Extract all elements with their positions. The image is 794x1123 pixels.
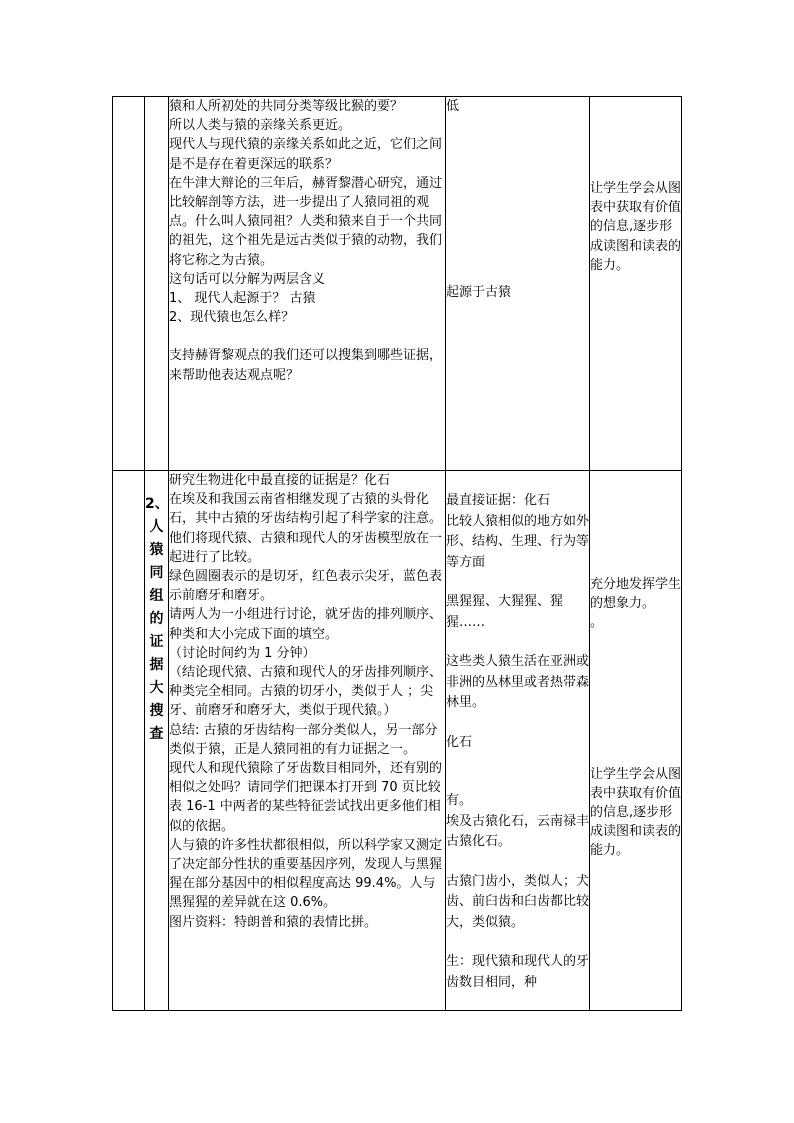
text-line: 在埃及和我国云南省相继发现了古猿的头骨化石，其中古猿的牙齿结构引起了科学家的注意。他们将现代猿、古猿和现代人的牙齿模型放在一起进行了比较。 [169, 492, 443, 565]
design-intent: 让学生学会从图表中获取有价值的信息,逐步形成读图和读表的能力。 [590, 181, 682, 273]
text-line: 在牛津大辩论的三年后，赫胥黎潜心研究，通过比较解剖等方法，进一步提出了人猿同祖的观点。什么叫人猿同祖？人类和猿来自于一个共同的祖先，这个祖先是远古类似于猿的动物，我们将它称之为古猿。 [169, 175, 443, 268]
section-title: 2、 人 猿 同 组 的 证 据 大 搜 查 [145, 496, 169, 742]
section-title-cell [145, 97, 169, 471]
text-line: 这句话可以分解为两层含义 [169, 271, 326, 287]
student-answer: 比较人猿相似的地方如外形、结构、生理、行为等等方面 [446, 513, 590, 570]
table-row [113, 471, 682, 1011]
student-answer: 低 [446, 99, 460, 114]
teacher-activity-cell [169, 97, 446, 471]
design-intent-cell [590, 97, 682, 471]
student-answer: 有。 [446, 793, 473, 808]
section-title-cell [145, 471, 169, 1011]
stage-cell [113, 97, 145, 471]
student-answer: 古猿门齿小，类似人；犬齿、前臼齿和臼齿都比较大，类似猿。 [446, 873, 590, 930]
text-line: 请两人为一小组进行讨论，就牙齿的排列顺序、种类和大小完成下面的填空。 [169, 607, 443, 642]
student-answer: 这些类人猿生活在亚洲或非洲的丛林里或者热带森林里。 [446, 654, 590, 710]
teacher-activity-cell [169, 471, 446, 1011]
stage-cell [113, 471, 145, 1011]
design-intent-cell [590, 471, 682, 1011]
student-answer: 最直接证据：化石 [446, 493, 551, 508]
text-line: 现代人和现代猿除了牙齿数目相同外，还有别的相似之处吗？请同学们把课本打开到 70 页比较表 16-1 中两者的某些特征尝试找出更多他们相似的依据。 [169, 761, 443, 834]
text-line: 1、 现代人起源于？ 古猿 [169, 291, 316, 307]
text-line: （结论现代猿、古猿和现代人的牙齿排列顺序、种类完全相同。古猿的切牙小，类似于人 ；尖牙、前磨牙和磨牙大，类似于现代猿。） [169, 665, 443, 719]
student-answer: 埃及古猿化石，云南禄丰古猿化石。 [446, 813, 590, 849]
student-activity-cell [446, 471, 590, 1011]
text-line: 现代人与现代猿的亲缘关系如此之近，它们之间是不是存在着更深远的联系？ [169, 137, 443, 172]
student-answer: 化石 [446, 734, 473, 750]
text-line: 2、现代猿也怎么样？ [169, 310, 295, 326]
text-line: 图片资料：特朗普和猿的表情比拼。 [169, 914, 378, 930]
table-row [113, 97, 682, 471]
blank-line [169, 327, 445, 346]
lesson-plan-table [112, 96, 682, 1011]
text-line: 总结: 古猿的牙齿结构一部分类似人，另一部分类似于猿，正是人猿同祖的有力证据之一。 [169, 722, 438, 757]
text-line: 猿和人所初处的共同分类等级比猴的要？ [169, 99, 404, 114]
text-line: 研究生物进化中最直接的证据是？化石 [169, 473, 391, 488]
text-line: 所以人类与猿的亲缘关系更近。 [169, 118, 352, 134]
student-answer: 起源于古猿 [446, 285, 512, 301]
text-line: 绿色圆圈表示的是切牙，红色表示尖牙，蓝色表示前磨牙和磨牙。 [169, 569, 443, 604]
student-answer: 黑猩猩、大猩猩、猩猩…… [446, 594, 564, 630]
student-answer: 生：现代猿和现代人的牙齿数目相同，种 [446, 954, 590, 990]
design-intent: 。 [590, 615, 604, 631]
design-intent: 让学生学会从图表中获取有价值的信息,逐步形成读图和读表的能力。 [590, 766, 682, 859]
text-line: （讨论时间约为 1 分钟） [169, 645, 316, 661]
text-line: 支持赫胥黎观点的我们还可以搜集到哪些证据，来帮助他表达观点呢？ [169, 348, 443, 383]
design-intent: 充分地发挥学生的想象力。 [590, 577, 682, 612]
student-activity-cell [446, 97, 590, 471]
text-line: 人与猿的许多性状都很相似，所以科学家又测定了决定部分性状的重要基因序列，发现人与黑猩猩在部分基因中的相似程度高达 99.4%。人与黑猩猩的差异就在这 0.6%。 [169, 837, 443, 911]
